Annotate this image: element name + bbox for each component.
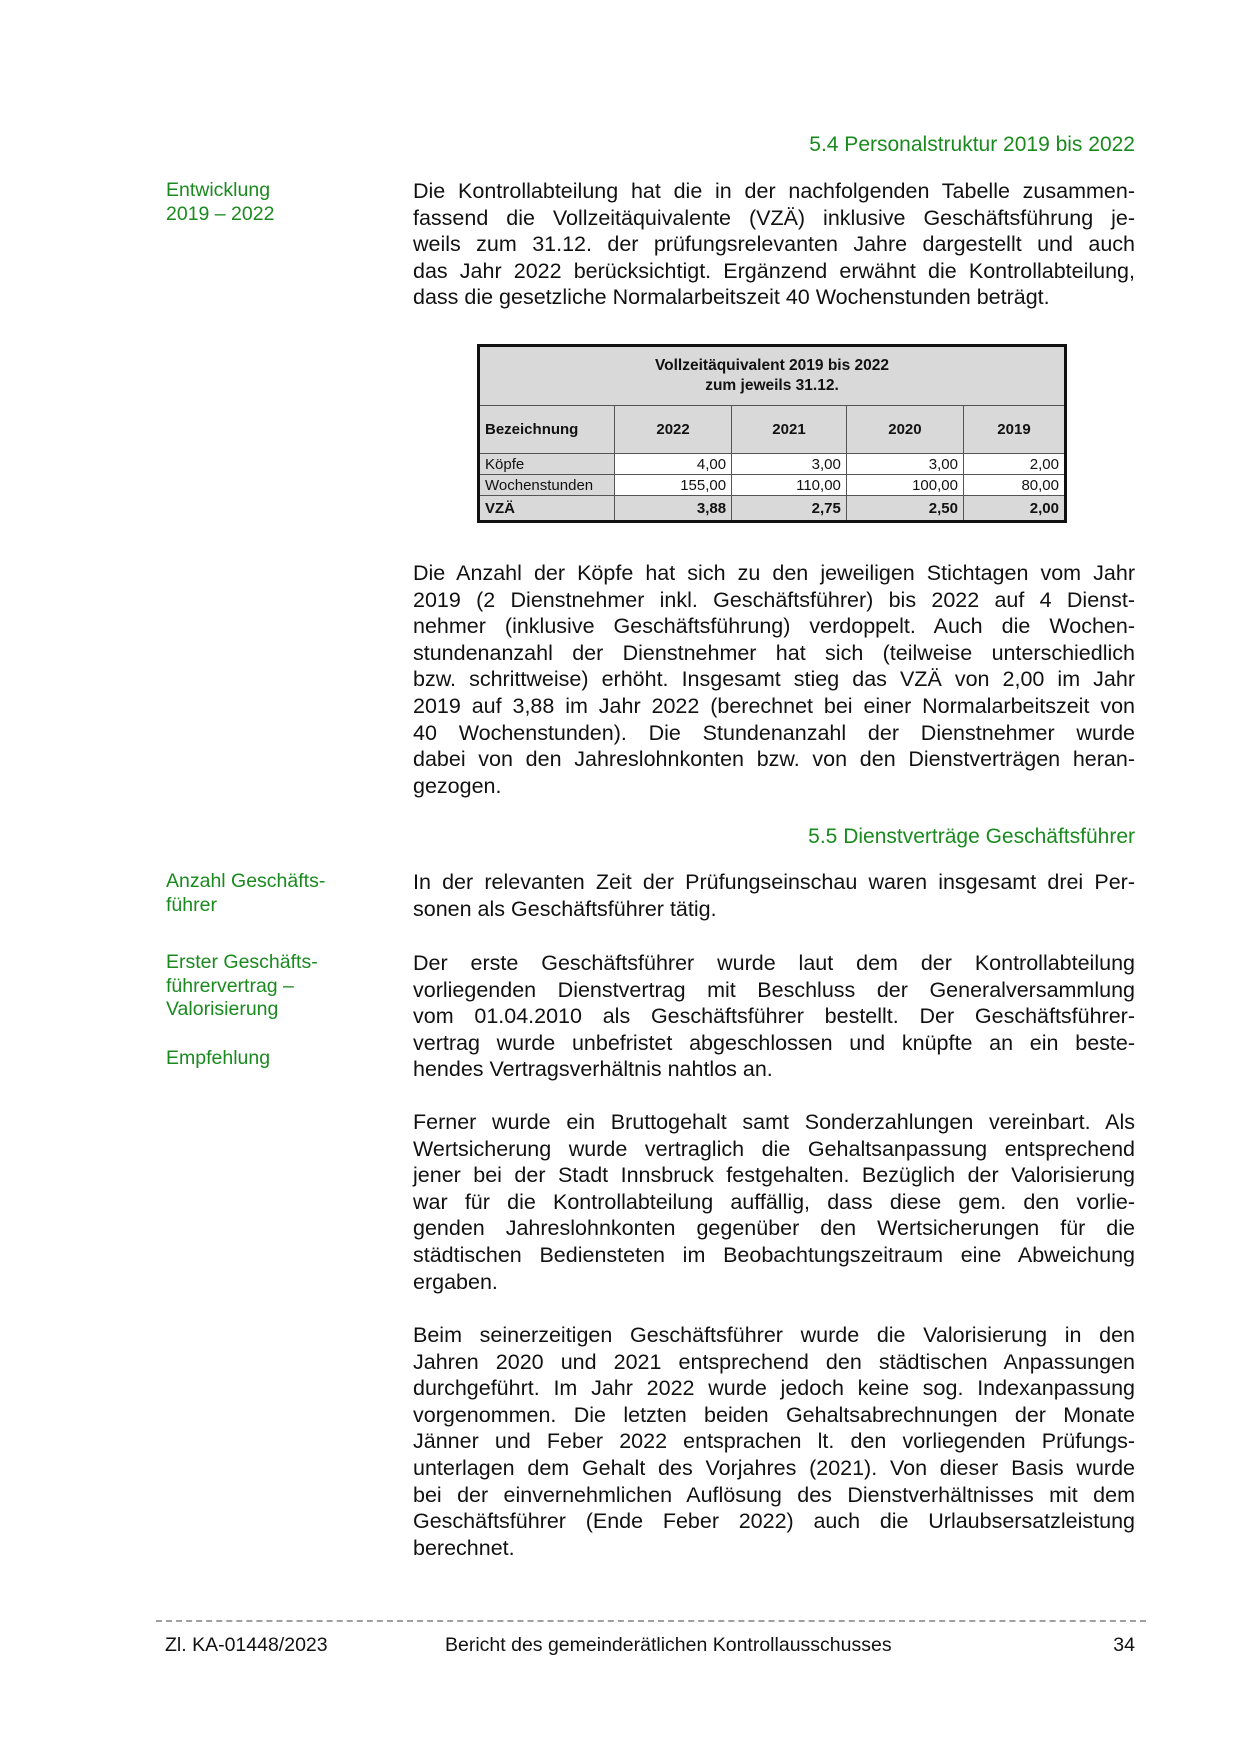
text-line: vom 01.04.2010 als Geschäftsführer bestellt. Der Geschäftsführer- xyxy=(413,1004,1135,1029)
table-cell: 100,00 xyxy=(846,475,963,496)
text-line: dass die gesetzliche Normalarbeitszeit 40 Wochenstunden beträgt. xyxy=(413,285,1050,310)
text-line: bzw. schrittweise) erhöht. Insgesamt stieg das VZÄ von 2,00 im Jahr xyxy=(413,667,1135,692)
footer-reference: Zl. KA-01448/2023 xyxy=(165,1634,328,1656)
text-line: städtischen Bediensteten im Beobachtungszeitraum eine Abweichung xyxy=(413,1242,1135,1267)
column-header-bezeichnung: Bezeichnung xyxy=(479,406,615,454)
text-line: Wertsicherung wurde vertraglich die Gehaltsanpassung entsprechend xyxy=(413,1136,1135,1161)
table-row-vza xyxy=(479,496,1066,522)
column-header-2022: 2022 xyxy=(615,406,732,454)
page-number: 34 xyxy=(1113,1634,1135,1656)
footer-title: Bericht des gemeinderätlichen Kontrollausschusses xyxy=(445,1634,892,1656)
text-line: Ferner wurde ein Bruttogehalt samt Sonderzahlungen vereinbart. Als xyxy=(413,1110,1135,1134)
paragraph-personalstruktur-intro xyxy=(413,178,1135,311)
text-line: unterlagen dem Gehalt des Vorjahres (2021). Von dieser Basis wurde xyxy=(413,1455,1135,1480)
table-cell: 2,00 xyxy=(963,496,1065,522)
text-line: dabei von den Jahreslohnkonten bzw. von den Dienstverträgen heran- xyxy=(413,747,1135,772)
paragraph-valorisierung xyxy=(413,1322,1135,1561)
table-cell: 2,50 xyxy=(846,496,963,522)
margin-note-entwicklung xyxy=(166,179,366,226)
vza-table xyxy=(477,344,1067,523)
text-line: genden Jahreslohnkonten gegenüber den Wertsicherungen für die xyxy=(413,1216,1135,1241)
table-cell: 4,00 xyxy=(615,454,732,475)
table-cell: 2,75 xyxy=(732,496,847,522)
text-line: Beim seinerzeitigen Geschäftsführer wurde die Valorisierung in den xyxy=(413,1323,1135,1347)
text-line: nehmer (inklusive Geschäftsführung) verdoppelt. Auch die Wochen- xyxy=(413,614,1135,639)
margin-note-erster-vertrag xyxy=(166,951,366,1022)
margin-note-empfehlung xyxy=(166,1047,366,1071)
text-line: weils zum 31.12. der prüfungsrelevanten Jahre dargestellt und auch xyxy=(413,232,1135,257)
text-line: jener bei der Stadt Innsbruck festgehalten. Bezüglich der Valorisierung xyxy=(413,1163,1135,1188)
paragraph-koepfe-entwicklung xyxy=(413,560,1135,799)
column-header-2020: 2020 xyxy=(846,406,963,454)
footer-divider xyxy=(156,1620,1146,1622)
text-line: war für die Kontrollabteilung auffällig, dass diese gem. den vorlie- xyxy=(413,1189,1135,1214)
table-title-line: Vollzeitäquivalent 2019 bis 2022 xyxy=(654,357,890,374)
section-heading-5-4: 5.4 Personalstruktur 2019 bis 2022 xyxy=(809,133,1135,156)
column-header-2019: 2019 xyxy=(963,406,1065,454)
table-title xyxy=(479,346,1066,406)
margin-note-line: Anzahl Geschäfts- xyxy=(166,870,326,892)
margin-note-line: 2019 – 2022 xyxy=(166,202,275,225)
text-line: bei der einvernehmlichen Auflösung des Dienstverhältnisses mit dem xyxy=(413,1482,1135,1507)
text-line: fassend die Vollzeitäquivalente (VZÄ) inklusive Geschäftsführung je- xyxy=(413,205,1135,230)
section-heading-5-5: 5.5 Dienstverträge Geschäftsführer xyxy=(808,825,1135,848)
table-header-row xyxy=(479,406,1066,454)
table-cell: 3,88 xyxy=(615,496,732,522)
text-line: Jahren 2020 und 2021 entsprechend den städtischen Anpassungen xyxy=(413,1349,1135,1374)
text-line: stundenanzahl der Dienstnehmer hat sich (teilweise unterschiedlich xyxy=(413,640,1135,665)
text-line: 2019 auf 3,88 im Jahr 2022 (berechnet bei einer Normalarbeitszeit von xyxy=(413,693,1135,718)
text-line: ergaben. xyxy=(413,1269,498,1294)
table-cell: 80,00 xyxy=(963,475,1065,496)
table-cell: 2,00 xyxy=(963,454,1065,475)
text-line: vertrag wurde unbefristet abgeschlossen und knüpfte an ein beste- xyxy=(413,1030,1135,1055)
paragraph-anzahl-geschaeftsfuehrer xyxy=(413,869,1135,922)
text-line: sonen als Geschäftsführer tätig. xyxy=(413,896,717,921)
text-line: das Jahr 2022 berücksichtigt. Ergänzend erwähnt die Kontrollabteilung, xyxy=(413,258,1135,283)
text-line: durchgeführt. Im Jahr 2022 wurde jedoch keine sog. Indexanpassung xyxy=(413,1376,1135,1401)
row-label: VZÄ xyxy=(479,496,615,522)
margin-note-anzahl-geschaeftsfuehrer xyxy=(166,870,366,917)
margin-note-line: Erster Geschäfts- xyxy=(166,951,318,973)
row-label: Wochenstunden xyxy=(479,475,615,496)
text-line: gezogen. xyxy=(413,773,502,798)
paragraph-erster-geschaeftsfuehrer xyxy=(413,950,1135,1083)
column-header-2021: 2021 xyxy=(732,406,847,454)
table-row-wochenstunden xyxy=(479,475,1066,496)
text-line: berechnet. xyxy=(413,1535,515,1560)
margin-note-line: Empfehlung xyxy=(166,1047,271,1069)
table-row-koepfe xyxy=(479,454,1066,475)
table-title-line: zum jeweils 31.12. xyxy=(705,377,839,394)
table-cell: 3,00 xyxy=(732,454,847,475)
margin-note-line: Entwicklung xyxy=(166,179,271,201)
table-cell: 155,00 xyxy=(615,475,732,496)
paragraph-bruttogehalt xyxy=(413,1109,1135,1295)
table-cell: 110,00 xyxy=(732,475,847,496)
text-line: Jänner und Feber 2022 entsprachen lt. den vorliegenden Prüfungs- xyxy=(413,1429,1135,1454)
row-label: Köpfe xyxy=(479,454,615,475)
margin-note-line: führer xyxy=(166,893,217,916)
text-line: Geschäftsführer (Ende Feber 2022) auch die Urlaubsersatzleistung xyxy=(413,1509,1135,1534)
text-line: Der erste Geschäftsführer wurde laut dem der Kontrollabteilung xyxy=(413,951,1135,975)
text-line: vorliegenden Dienstvertrag mit Beschluss der Generalversammlung xyxy=(413,977,1135,1002)
text-line: 40 Wochenstunden). Die Stundenanzahl der Dienstnehmer wurde xyxy=(413,720,1135,745)
table-cell: 3,00 xyxy=(846,454,963,475)
text-line: 2019 (2 Dienstnehmer inkl. Geschäftsführer) bis 2022 auf 4 Dienst- xyxy=(413,587,1135,612)
margin-note-line: Valorisierung xyxy=(166,998,279,1020)
text-line: In der relevanten Zeit der Prüfungseinschau waren insgesamt drei Per- xyxy=(413,870,1135,894)
text-line: hendes Vertragsverhältnis nahtlos an. xyxy=(413,1057,773,1082)
text-line: vorgenommen. Die letzten beiden Gehaltsabrechnungen der Monate xyxy=(413,1402,1135,1427)
text-line: Die Kontrollabteilung hat die in der nachfolgenden Tabelle zusammen- xyxy=(413,179,1135,203)
text-line: Die Anzahl der Köpfe hat sich zu den jeweiligen Stichtagen vom Jahr xyxy=(413,561,1135,585)
margin-note-line: führervertrag – xyxy=(166,974,294,997)
